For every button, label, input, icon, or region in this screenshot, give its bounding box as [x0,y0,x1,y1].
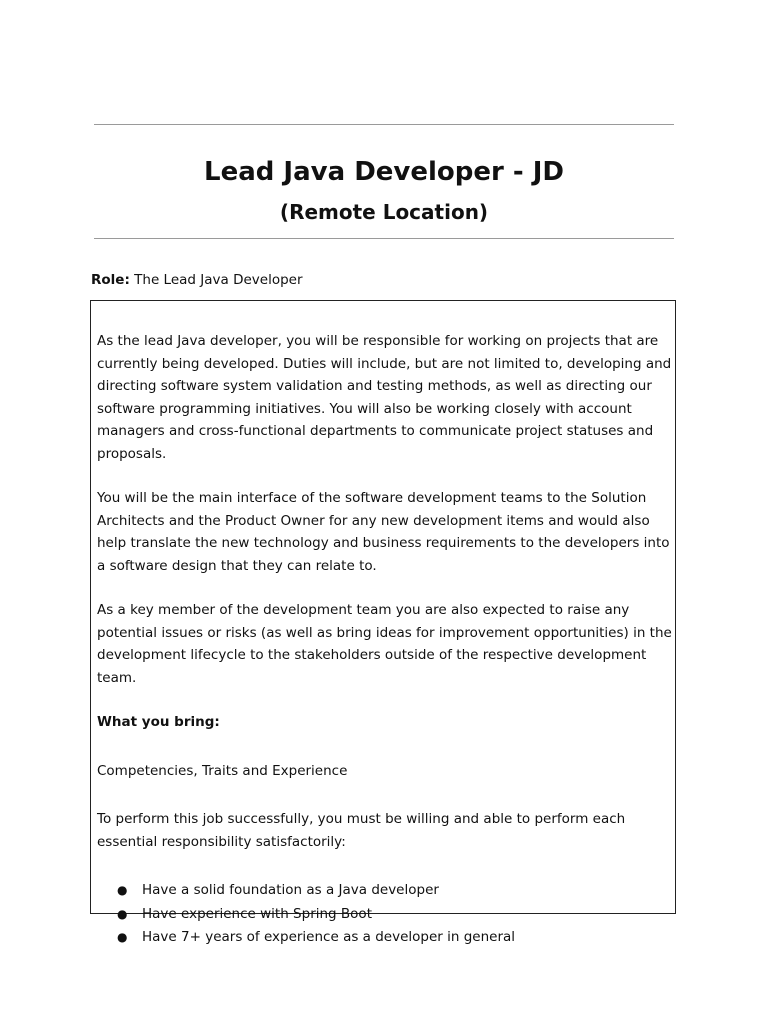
bullet-icon: ● [117,906,128,921]
what-you-bring-heading: What you bring: [97,714,220,730]
description-content [97,330,673,950]
list-item [97,879,673,903]
competencies-line: Competencies, Traits and Experience [97,762,348,779]
role-value: The Lead Java Developer [134,272,303,288]
description-paragraph: You will be the main interface of the software development teams to the Solution Architects and the Product Owner for any new development items and would also help translate the new technology and business requirements to the developers into a software design that they can relate to. [97,490,670,574]
description-paragraph: As the lead Java developer, you will be responsible for working on projects that are currently being developed. Duties will include, but are not limited to, developing and directing software system validation and testing methods, as well as directing our software programming initiatives. You will also be working closely with account managers and cross-functional departments to communicate project statuses and proposals. [97,333,672,462]
page-subtitle: (Remote Location) [279,200,489,224]
bullet-icon: ● [117,930,128,944]
role-label: Role: [91,272,130,288]
role-line [91,270,303,290]
list-item-text: Have experience with Spring Boot [142,905,372,922]
list-item [97,926,673,950]
list-item-text: Have 7+ years of experience as a developer in general [142,929,516,945]
perform-intro: To perform this job successfully, you must be willing and able to perform each essential responsibility satisfactorily: [97,811,626,850]
list-item [97,903,673,927]
top-divider [94,124,674,125]
description-paragraph: As a key member of the development team you are also expected to raise any potential issues or risks (as well as bring ideas for improvement opportunities) in the development lifecycle to the stakeholders outside of the respective development team. [97,602,672,686]
requirements-list [97,879,673,950]
list-item-text: Have a solid foundation as a Java developer [142,882,439,898]
bullet-icon: ● [117,883,128,897]
bottom-divider [94,238,674,239]
page-title: Lead Java Developer - JD [204,157,564,187]
